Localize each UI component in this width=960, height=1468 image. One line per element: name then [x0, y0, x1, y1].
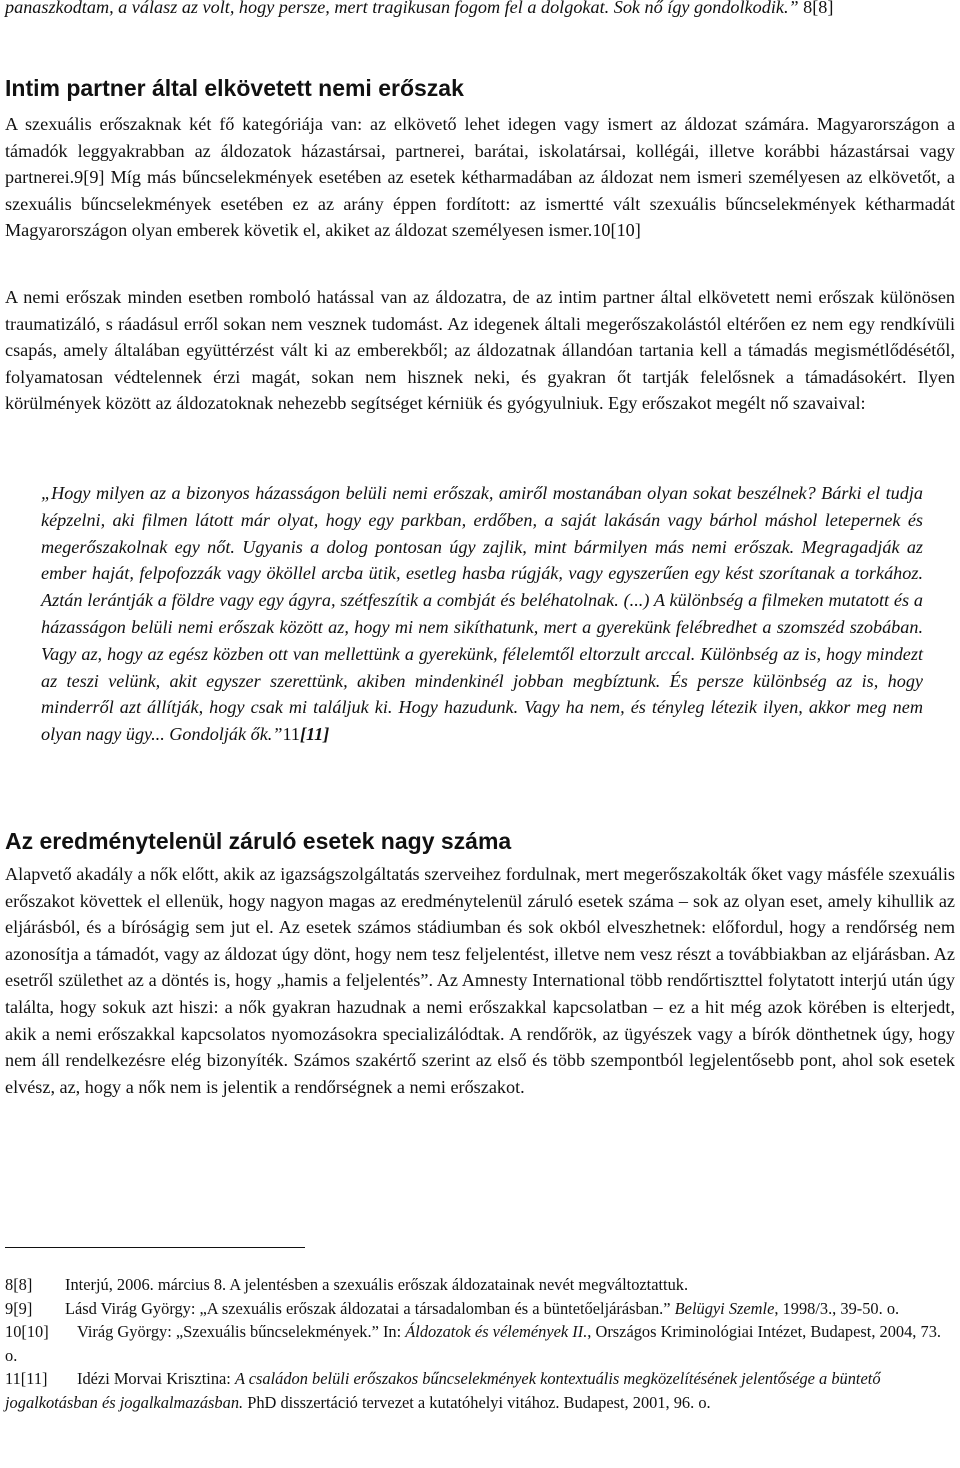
victim-quote-text: „Hogy milyen az a bizonyos házasságon belüli nemi erőszak, amiről mostanában olyan sokat beszélnek? Bárki el tudja képzelni, aki filmen látott már olyat, hogy egy parkban, erdőben, a saját lakásán vagy bárhol máshol letepernek és megerőszakolnak egy nőt. Ugyanis a dolog pontosan úgy zajlik, mint bármilyen más nemi erőszak. Megragadják az ember haját, felpofozzák vagy ököllel arcba ütik, esetleg hasba rúgják, vagy egyszerűen egy kést szorítanak a torkához. Aztán lerántják a földre vagy egy ágyra, szétfeszítik a combját és beléhatolnak. (...) A különbség a filmeken mutatott és a házasságon belüli nemi erőszak között az, hogy mi nem sikíthatunk, mert a gyerekünk felébredhet a szomszéd szobában. Vagy az, hogy az egész közben ott van mellettünk a gyerekünk, félelemtől eltorzult arccal. Különbség az is, hogy mindezt az teszi velünk, akit egyszer szerettünk, akiben mindenkinél jobban megbíztunk. És persze különbség az is, hogy minderről azt állítják, hogy csak mi találjuk ki. Hogy hazudunk. Vagy ha nem, és tényleg létezik ilyen, akkor meg nem olyan nagy ügy... Gondolják ők.”	[41, 483, 923, 745]
footnote-id: 8[8]	[5, 1275, 33, 1294]
footnote-text-tail: , Országos Kriminológiai Intézet, Budapest, 2004, 73. o.	[5, 1322, 941, 1365]
footnotes	[5, 1273, 955, 1415]
footnote-text: Lásd Virág György: „A szexuális erőszak áldozatai a társadalomban és a büntetőeljárásban.”	[65, 1298, 671, 1318]
footnote-text: Idézi Morvai Krisztina:	[77, 1369, 231, 1389]
p1-part-c: Míg más bűncselekmények esetében az esetek kétharmadában az áldozat nem ismeri személyesen az elkövetőt, a szexuális bűncselekmények esetében ez az arány éppen fordított: az ismertté vált szexuális bűncselekmények kétharmadát Magyarországon olyan emberek követik el, akiket az áldozat személyesen ismer.	[5, 167, 955, 241]
footnote-text: Interjú, 2006. március 8. A jelentésben a szexuális erőszak áldozatainak nevét megváltoztattuk.	[65, 1275, 689, 1294]
footnote-9	[5, 1297, 955, 1321]
footnote-source-title: A családon belüli erőszakos bűncselekmények kontextuális megközelítésének jelentősége a büntető jogalkotásban és jogalkalmazásban.	[5, 1369, 881, 1412]
opening-text: panaszkodtam, a válasz az volt, hogy persze, mert tragikusan fogom fel a dolgokat. Sok nő így gondolkodik.”	[5, 0, 799, 17]
footnote-11	[5, 1367, 955, 1414]
footnote-divider	[5, 1247, 305, 1248]
footnote-ref-9[interactable]: 9[9]	[74, 167, 105, 188]
footnote-id: 9[9]	[5, 1298, 33, 1318]
footnote-10	[5, 1320, 955, 1367]
footnote-id: 11[11]	[5, 1369, 48, 1389]
p1-part-b: Magyarországon a támadók leggyakrabban az áldozatok házastársai, partnerei, barátai, iskolatársai, kollégái, illetve korábbi házastársai vagy partnerei.	[5, 114, 956, 188]
footnote-text-tail: PhD disszertáció tervezet a kutatóhelyi vitához. Budapest, 2001, 96. o.	[247, 1392, 711, 1412]
footnote-source-title: Belügyi Szemle	[674, 1298, 775, 1318]
paragraph-intim-2: A nemi erőszak minden esetben romboló hatással van az áldozatra, de az intim partner által elkövetett nemi erőszak különösen traumatizáló, s ráadásul erről sokan nem vesznek tudomást. Az idegenek általi megerőszakolástól eltérően ez nem egy rendkívüli csapás, amely általában együttérzést vált ki az emberekből; az áldozatnak állandóan tartania kell a támadás megismétlődésétől, folyamatosan védtelennek érzi magát, sokan nem hisznek neki, és gyakran őt tartják felelősnek a támadásokért. Ilyen körülmények között az áldozatoknak nehezebb segítséget kérniük és gyógyulniuk. Egy erőszakot megélt nő szavaival:	[5, 287, 955, 414]
section-heading-eredmenytelen: Az eredménytelenül záruló esetek nagy száma	[5, 828, 512, 854]
footnote-8	[5, 1273, 955, 1297]
footnote-source-title: Áldozatok és vélemények II.	[405, 1322, 588, 1342]
footnote-text-tail: , 1998/3., 39-50. o.	[774, 1298, 900, 1318]
footnote-ref-10[interactable]: 10[10]	[592, 220, 641, 241]
footnote-ref-11[interactable]: 11[11]	[282, 724, 330, 745]
opening-quote-tail	[5, 0, 955, 21]
footnote-id: 10[10]	[5, 1322, 49, 1342]
victim-quote	[41, 480, 923, 748]
p1-part-a: A szexuális erőszaknak két fő kategóriája van: az elkövető lehet idegen vagy ismert az áldozat számára.	[5, 114, 810, 134]
paragraph-intim-1	[5, 111, 955, 244]
section-heading-intim-partner: Intim partner által elkövetett nemi erőszak	[5, 75, 464, 101]
footnote-ref-8[interactable]: 8[8]	[803, 0, 834, 17]
paragraph-eredmenytelen-1: Alapvető akadály a nők előtt, akik az igazságszolgáltatás szerveihez fordulnak, mert megerőszakolták őket vagy másféle szexuális erőszakot követtek el ellenük, hogy nagyon magas az eredménytelenül záruló esetek száma – sok az olyan eset, amely kihullik az eljárásból, és a bíróságig sem jut el. Az esetek számos stádiumban és sok okból elveszhetnek: előfordul, hogy a rendőrség nem azonosítja a támadót, vagy az áldozat úgy dönt, hogy nem tesz feljelentést, illetve nem vesz részt a továbbiakban az eljárásban. Az esetről születhet az a döntés is, hogy „hamis a feljelentés”. Az Amnesty International több rendőrtiszttel folytatott interjú után úgy találta, hogy sokuk azt hiszi: a nők gyakran hazudnak a nemi erőszakkal kapcsolatban – ez a hit még azok körében is elterjedt, akik a nemi erőszakkal kapcsolatos nyomozásokra specializálódtak. A rendőrök, az ügyészek vagy a bírók dönthetnek úgy, hogy nem áll rendelkezésre elég bizonyíték. Számos szakértő szerint az első és több szempontból legjelentősebb pont, ahol sok esetek elvész, az, hogy a nők nem is jelentik a rendőrségnek a nemi erőszakot.	[5, 864, 955, 1097]
footnote-text: Virág György: „Szexuális bűncselekmények.” In:	[77, 1322, 402, 1342]
